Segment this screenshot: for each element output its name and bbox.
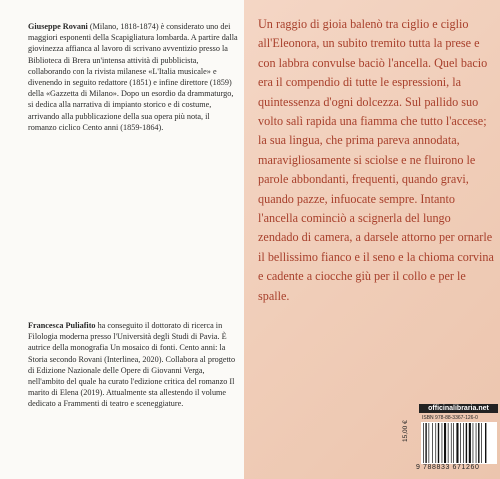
isbn-label: ISBN 978-88-3367-126-0 bbox=[422, 415, 478, 421]
barcode-block bbox=[394, 402, 498, 476]
author-bio-text: (Milano, 1818-1874) è considerato uno dei maggiori esponenti della Scapigliatura lombarda. A partire dalla giovinezza affianca al lavoro di scrivano avventizio presso la Biblioteca di Brera un'intensa attività di pubblicista, collaborando con la rivista milanese «L'Italia musicale» e divenendo in seguito redattore (1851) e infine direttore (1859) della «Gazzetta di Milano». Dopo un esordio da drammaturgo, si dedica alla narrativa di impianto storico e di costume, arrivando alla pubblicazione della sua opera più nota, il romanzo ciclico Cento anni (1859-1864). bbox=[28, 22, 238, 132]
back-cover-left-panel bbox=[0, 0, 244, 479]
editor-bio bbox=[28, 320, 238, 410]
editor-bio-text: ha conseguito il dottorato di ricerca in Filologia moderna presso l'Università degli Studi di Pavia. È autrice della monografia Un mosaico di fonti. Cento anni: la Storia secondo Rovani (Interlinea, 2020). Collabora al progetto di Edizione Nazionale delle Opere di Giovanni Verga, nell'ambito del quale ha curato l'edizione critica del romanzo Il marito di Elena (2019). Attualmente sta allestendo il volume dedicato a Frammenti di teatro e sceneggiature. bbox=[28, 321, 236, 409]
price-label: 15,00 € bbox=[402, 420, 409, 442]
back-cover-right-panel bbox=[244, 0, 500, 479]
barcode-number: 9 788833 671260 bbox=[416, 464, 480, 471]
editor-name: Francesca Puliafito bbox=[28, 321, 96, 330]
author-name: Giuseppe Rovani bbox=[28, 22, 88, 31]
publisher-website: officinalibraria.net bbox=[419, 404, 498, 413]
excerpt-quote: Un raggio di gioia balenò tra ciglio e ciglio all'Eleonora, un subito tremito tutta la prese e con labbra convulse baciò l'ancella. Quel bacio era il compendio di tutte le espressioni, la quintessenza d'ogni dolcezza. Sul pallido suo volto salì rapida una fiamma che tutto l'accese; la sua lingua, che prima pareva annodata, maravigliosamente si sciolse e ne fluirono le parole abbondanti, frequenti, quando gravi, quando pazze, infuocate sempre. Intanto l'ancella cominciò a scignerla del lungo zendado di camera, a darsele attorno per ornarle il bellissimo fianco e il seno e la chioma corvina e cadente a ciocche giù per il collo e per le spalle. bbox=[258, 17, 494, 303]
barcode-bars bbox=[421, 422, 497, 464]
author-bio bbox=[28, 21, 238, 133]
